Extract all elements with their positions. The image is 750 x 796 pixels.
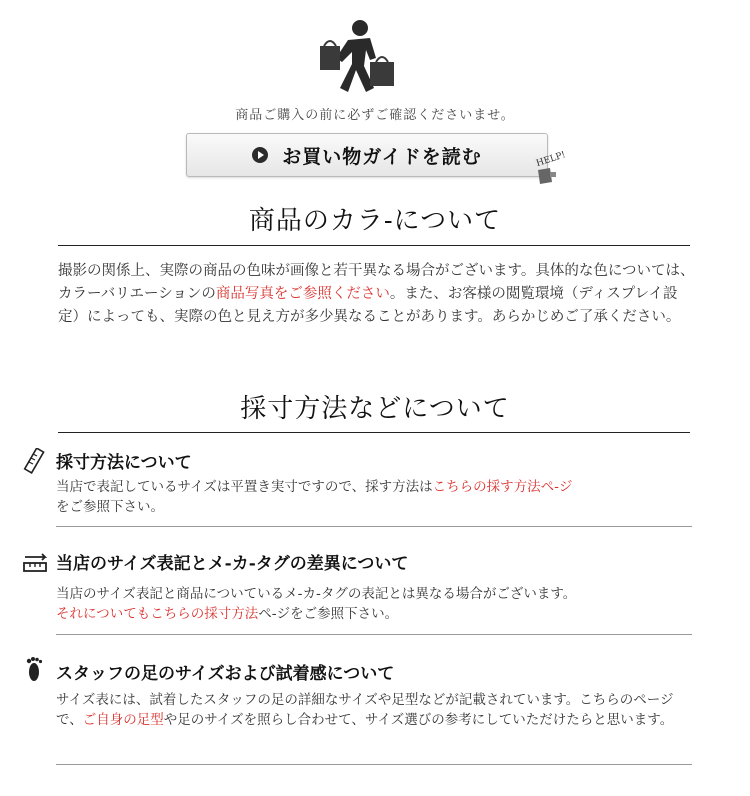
divider [56, 526, 692, 527]
divider [58, 245, 690, 246]
size-difference-text: 当店のサイズ表記と商品についているメ-カ-タグの表記とは異なる場合がございます。 それについてもこちらの採寸方法ペ-ジをご参照下さい。 [56, 586, 577, 622]
help-text: HELP! [535, 150, 567, 170]
measure-method-heading: 採寸方法について [56, 453, 192, 473]
measure-page-link[interactable]: こちらの採す方法ペ-ジ [432, 479, 573, 495]
own-foot-shape-link[interactable]: ご自身の足型 [82, 712, 164, 728]
measure-section-title: 採寸方法などについて [240, 394, 510, 424]
measure-method-link[interactable]: それについてもこちらの採寸方法 [56, 606, 259, 622]
color-section-title: 商品のカラ-について [248, 206, 502, 236]
measure-method-text: 当店で表記しているサイズは平置き実寸ですので、採す方法はこちらの採す方法ペ-ジ をご参照下さい。 [56, 479, 573, 515]
size-tag-icon [22, 549, 48, 575]
staff-fit-heading: スタッフの足のサイズおよび試着感について [56, 664, 395, 684]
color-section-text: 撮影の関係上、実際の商品の色味が画像と若干異なる場合がございます。具体的な色については、カラーバリエーションの商品写真をご参照ください。また、お客様の閲覧環境（ディスプレイ設定）によっても、実際の色と見え方が多少異なることがあります。あらかじめご了承ください。 [58, 263, 695, 325]
divider [58, 432, 690, 433]
shopping-person-icon [318, 18, 398, 94]
divider [56, 634, 692, 635]
footprint-icon [22, 656, 48, 682]
play-icon [252, 147, 268, 163]
ruler-icon [22, 448, 48, 474]
product-photo-link[interactable]: 商品写真をご参照ください [215, 286, 390, 302]
shopping-guide-button[interactable] [186, 133, 548, 177]
help-pointer-icon [530, 148, 578, 190]
staff-fit-text: サイズ表には、試着したスタッフの足の詳細なサイズや足型などが記載されています。こちらのページで、ご自身の足型や足のサイズを照らし合わせて、サイズ選びの参考にしていただけたらと思います。 [56, 692, 674, 728]
divider [56, 764, 692, 765]
shopping-guide-label: お買い物ガイドを読む [282, 145, 482, 168]
size-difference-heading: 当店のサイズ表記とメ-カ-タグの差異について [56, 554, 409, 574]
purchase-notice: 商品ご購入の前に必ずご確認くださいませ。 [235, 108, 515, 123]
